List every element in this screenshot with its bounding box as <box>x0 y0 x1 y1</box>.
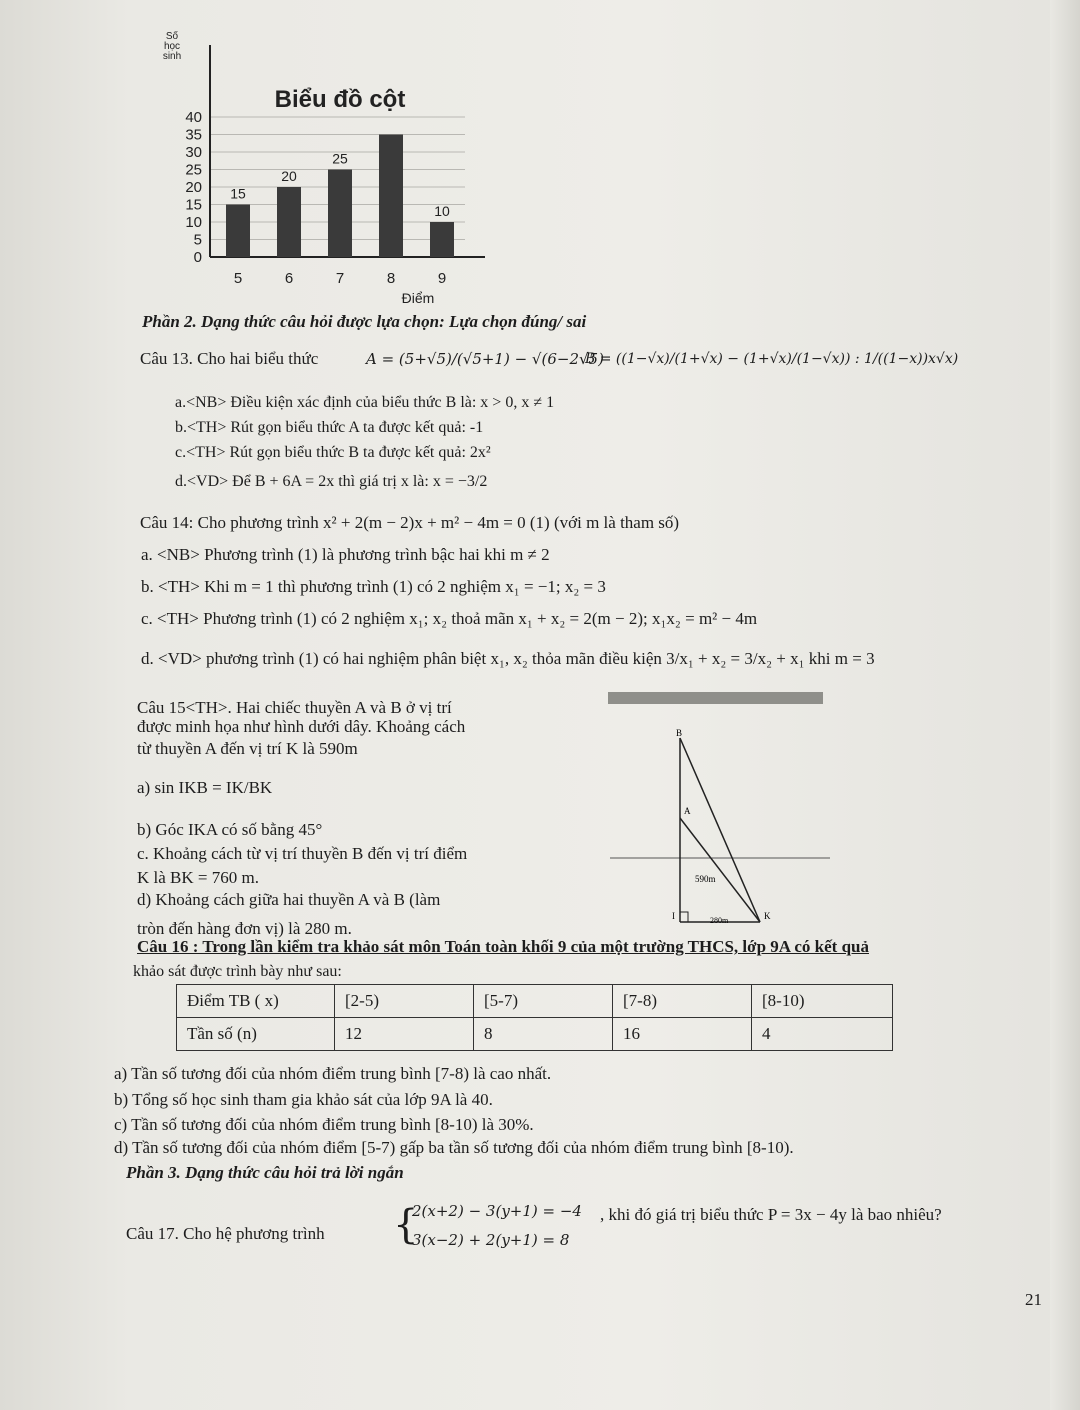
q15-line3: từ thuyền A đến vị trí K là 590m <box>137 739 358 758</box>
table-cell: Điểm TB ( x) <box>177 985 335 1018</box>
part3-heading: Phần 3. Dạng thức câu hỏi trả lời ngắn <box>126 1163 404 1182</box>
q13-intro: Câu 13. Cho hai biểu thức <box>140 349 319 368</box>
right-angle-mark <box>680 912 688 922</box>
q16-c: c) Tần số tương đối của nhóm điểm trung bình [8-10) là 30%. <box>114 1115 534 1134</box>
ylabel-line: học <box>163 41 181 52</box>
q13-expr-b: B = ((1−√x)/(1+√x) − (1+√x)/(1−√x)) : 1/((1−x))x√x) <box>585 351 959 367</box>
boat-figure <box>600 690 840 930</box>
x-tick-label: 7 <box>335 270 345 287</box>
segment-bk <box>680 738 760 922</box>
table-row <box>177 1018 893 1051</box>
q14-a: a. <NB> Phương trình (1) là phương trình bậc hai khi m ≠ 2 <box>141 545 550 564</box>
chart-xlabel: Điểm <box>401 290 435 306</box>
y-tick-label: 40 <box>185 109 202 126</box>
q16-d: d) Tần số tương đối của nhóm điểm [5-7) gấp ba tần số tương đối của nhóm điểm trung bình [8-10). <box>114 1138 794 1157</box>
y-tick-label: 20 <box>185 179 202 196</box>
table-cell: [2-5) <box>335 985 474 1018</box>
y-tick-label: 30 <box>185 144 202 161</box>
ylabel-line: sinh <box>162 51 182 62</box>
table-row <box>177 985 893 1018</box>
y-tick-label: 5 <box>193 231 202 249</box>
q15-b: b) Góc IKA có số bằng 45° <box>137 820 323 839</box>
q13-a: a.<NB> Điều kiện xác định của biểu thức B là: x > 0, x ≠ 1 <box>175 394 555 411</box>
table-cell: [8-10) <box>752 985 893 1018</box>
table-cell: 4 <box>752 1018 893 1051</box>
q14-d: d. <VD> phương trình (1) có hai nghiệm phân biệt x₁, x₂ thỏa mãn điều kiện 3/x₁ + x₂ = 3/x₂ + x₁ khi m = 3 <box>141 649 875 668</box>
x-tick-label: 8 <box>386 270 396 287</box>
q17-eq2: 3(x−2) + 2(y+1) = 8 <box>412 1231 570 1249</box>
q16-b: b) Tổng số học sinh tham gia khảo sát của lớp 9A là 40. <box>114 1090 493 1109</box>
chart-title: Biểu đồ cột <box>274 86 406 113</box>
q13-expr-a: A = (5+√5)/(√5+1) − √(6−2√5) <box>366 350 604 368</box>
label-k: K <box>764 911 771 921</box>
q14-b: b. <TH> Khi m = 1 thì phương trình (1) có 2 nghiệm x₁ = −1; x₂ = 3 <box>141 577 606 596</box>
bar-value-label: 25 <box>332 150 348 167</box>
shore-band <box>608 692 823 704</box>
bar-value-label: 15 <box>230 185 246 202</box>
table-cell: Tần số (n) <box>177 1018 335 1051</box>
label-b: B <box>676 728 683 738</box>
q15-a: a) sin IKB = IK/BK <box>137 778 273 797</box>
part2-heading: Phần 2. Dạng thức câu hỏi được lựa chọn: Lựa chọn đúng/ sai <box>142 312 587 331</box>
q15-line2: được minh họa như hình dưới dây. Khoảng cách <box>137 717 466 736</box>
table-cell: 12 <box>335 1018 474 1051</box>
q15-c2: K là BK = 760 m. <box>137 868 259 887</box>
label-i: I <box>672 911 675 921</box>
x-tick-label: 5 <box>233 270 243 287</box>
q15-line1: Câu 15<TH>. Hai chiếc thuyền A và B ở vị trí <box>137 698 452 717</box>
q13-b: b.<TH> Rút gọn biểu thức A ta được kết quả: -1 <box>175 419 484 436</box>
q16-intro1 <box>137 937 869 957</box>
q15-d2: tròn đến hàng đơn vị) là 280 m. <box>137 919 352 938</box>
table-cell: 16 <box>613 1018 752 1051</box>
y-tick-label: 0 <box>193 249 202 266</box>
table-cell: [7-8) <box>613 985 752 1018</box>
bar-chart <box>150 25 510 310</box>
page-number: 21 <box>1025 1290 1042 1309</box>
bar-value-label: 10 <box>434 203 450 219</box>
y-tick-label: 35 <box>185 126 202 144</box>
frequency-table <box>176 984 893 1051</box>
q13-c: c.<TH> Rút gọn biểu thức B ta được kết quả: 2x² <box>175 444 491 461</box>
y-tick-label: 15 <box>185 196 202 214</box>
q15-d1: d) Khoảng cách giữa hai thuyền A và B (làm <box>137 890 441 909</box>
q15-c1: c. Khoảng cách từ vị trí thuyền B đến vị trí điểm <box>137 844 468 863</box>
q14-c: c. <TH> Phương trình (1) có 2 nghiệm x₁; x₂ thoả mãn x₁ + x₂ = 2(m − 2); x₁x₂ = m² − 4m <box>141 609 758 628</box>
bar <box>277 187 301 257</box>
q17-intro: Câu 17. Cho hệ phương trình <box>126 1224 325 1243</box>
x-tick-label: 6 <box>284 270 294 287</box>
q17-tail: , khi đó giá trị biểu thức P = 3x − 4y là bao nhiêu? <box>600 1205 942 1224</box>
y-tick-label: 10 <box>185 214 202 231</box>
label-a: A <box>684 806 691 816</box>
q16-a: a) Tần số tương đối của nhóm điểm trung bình [7-8) là cao nhất. <box>114 1064 552 1083</box>
q16-intro2: khảo sát được trình bày như sau: <box>133 963 342 980</box>
y-tick-label: 25 <box>185 161 202 179</box>
q14-intro: Câu 14: Cho phương trình x² + 2(m − 2)x + m² − 4m = 0 (1) (với m là tham số) <box>140 513 680 532</box>
bar <box>226 205 250 258</box>
bar-value-label: 20 <box>281 168 297 184</box>
system-brace: { <box>393 1202 419 1248</box>
label-280m: 280m <box>710 916 729 925</box>
x-tick-label: 9 <box>437 270 447 287</box>
segment-ak <box>680 818 760 922</box>
q17-eq1: 2(x+2) − 3(y+1) = −4 <box>412 1202 582 1220</box>
q13-d: d.<VD> Để B + 6A = 2x thì giá trị x là: x = −3/2 <box>175 473 488 490</box>
table-cell: [5-7) <box>474 985 613 1018</box>
label-590m: 590m <box>695 874 716 884</box>
ylabel-line: Số <box>165 31 179 42</box>
page-edge <box>1050 0 1080 1410</box>
bar <box>328 170 352 258</box>
chart-ylabel <box>163 30 181 62</box>
table-cell: 8 <box>474 1018 613 1051</box>
q16-intro-text: Câu 16 : Trong lần kiểm tra khảo sát môn Toán toàn khối 9 của một trường THCS, lớp 9A có kết quả <box>137 937 869 956</box>
bar <box>379 135 403 258</box>
bar <box>430 222 454 257</box>
